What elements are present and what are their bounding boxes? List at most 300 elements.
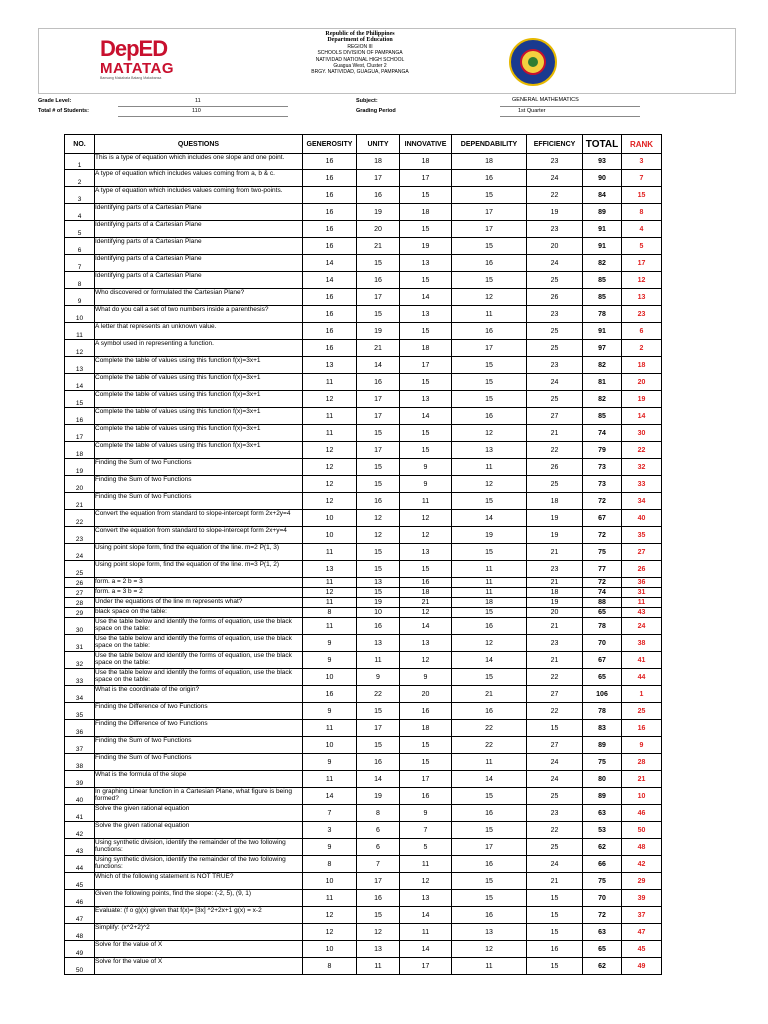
cell-innovative: 7 xyxy=(400,822,452,839)
cell-unity: 14 xyxy=(357,771,400,788)
cell-generosity: 10 xyxy=(303,873,357,890)
cell-rank: 39 xyxy=(622,890,662,907)
cell-unity: 16 xyxy=(357,272,400,289)
cell-no: 8 xyxy=(65,272,95,289)
cell-dependability: 11 xyxy=(452,306,527,323)
cell-efficiency: 23 xyxy=(527,805,583,822)
cell-innovative: 15 xyxy=(400,221,452,238)
cell-dependability: 16 xyxy=(452,170,527,187)
cell-efficiency: 25 xyxy=(527,272,583,289)
table-header-row xyxy=(65,135,662,154)
cell-unity: 15 xyxy=(357,459,400,476)
cell-no: 9 xyxy=(65,289,95,306)
cell-rank: 9 xyxy=(622,737,662,754)
cell-efficiency: 23 xyxy=(527,154,583,170)
table-row xyxy=(65,170,662,187)
cell-efficiency: 25 xyxy=(527,323,583,340)
cell-dependability: 12 xyxy=(452,941,527,958)
cell-rank: 23 xyxy=(622,306,662,323)
cell-total: 62 xyxy=(583,958,622,975)
cell-unity: 17 xyxy=(357,442,400,459)
cell-rank: 24 xyxy=(622,618,662,635)
school-line: Guagua West, Cluster 2 xyxy=(333,63,387,70)
cell-generosity: 10 xyxy=(303,941,357,958)
cell-question: What is the coordinate of the origin? xyxy=(95,686,303,703)
cell-dependability: 15 xyxy=(452,669,527,686)
cell-unity: 19 xyxy=(357,204,400,221)
cell-unity: 15 xyxy=(357,737,400,754)
table-row xyxy=(65,588,662,598)
cell-unity: 19 xyxy=(357,788,400,805)
cell-efficiency: 21 xyxy=(527,425,583,442)
cell-unity: 13 xyxy=(357,578,400,588)
cell-total: 72 xyxy=(583,493,622,510)
cell-rank: 2 xyxy=(622,340,662,357)
cell-dependability: 22 xyxy=(452,720,527,737)
cell-unity: 12 xyxy=(357,924,400,941)
cell-no: 45 xyxy=(65,873,95,890)
logo-matatag-text: MATATAG xyxy=(100,60,175,77)
cell-generosity: 9 xyxy=(303,703,357,720)
cell-no: 21 xyxy=(65,493,95,510)
cell-no: 32 xyxy=(65,652,95,669)
cell-total: 75 xyxy=(583,544,622,561)
cell-total: 63 xyxy=(583,924,622,941)
cell-question: Complete the table of values using this function f(x)=3x+1 xyxy=(95,408,303,425)
cell-no: 23 xyxy=(65,527,95,544)
cell-dependability: 14 xyxy=(452,510,527,527)
cell-innovative: 17 xyxy=(400,170,452,187)
cell-unity: 15 xyxy=(357,306,400,323)
cell-total: 93 xyxy=(583,154,622,170)
cell-no: 6 xyxy=(65,238,95,255)
cell-efficiency: 24 xyxy=(527,170,583,187)
cell-unity: 17 xyxy=(357,170,400,187)
cell-generosity: 10 xyxy=(303,669,357,686)
cell-total: 67 xyxy=(583,510,622,527)
cell-total: 89 xyxy=(583,788,622,805)
cell-rank: 4 xyxy=(622,221,662,238)
cell-dependability: 15 xyxy=(452,357,527,374)
deped-matatag-logo xyxy=(100,38,190,94)
cell-total: 89 xyxy=(583,204,622,221)
table-row xyxy=(65,459,662,476)
cell-generosity: 13 xyxy=(303,561,357,578)
cell-innovative: 18 xyxy=(400,154,452,170)
cell-efficiency: 21 xyxy=(527,618,583,635)
cell-generosity: 11 xyxy=(303,578,357,588)
cell-innovative: 11 xyxy=(400,493,452,510)
cell-no: 15 xyxy=(65,391,95,408)
cell-unity: 14 xyxy=(357,357,400,374)
cell-unity: 16 xyxy=(357,890,400,907)
cell-generosity: 9 xyxy=(303,635,357,652)
cell-total: 70 xyxy=(583,890,622,907)
cell-dependability: 22 xyxy=(452,737,527,754)
cell-total: 72 xyxy=(583,578,622,588)
cell-rank: 32 xyxy=(622,459,662,476)
cell-total: 74 xyxy=(583,425,622,442)
cell-innovative: 5 xyxy=(400,839,452,856)
cell-efficiency: 24 xyxy=(527,856,583,873)
cell-total: 84 xyxy=(583,187,622,204)
cell-no: 47 xyxy=(65,907,95,924)
cell-no: 19 xyxy=(65,459,95,476)
table-row xyxy=(65,941,662,958)
cell-dependability: 15 xyxy=(452,822,527,839)
cell-no: 28 xyxy=(65,598,95,608)
cell-rank: 18 xyxy=(622,357,662,374)
cell-innovative: 11 xyxy=(400,924,452,941)
cell-innovative: 12 xyxy=(400,608,452,618)
cell-question: Finding the Difference of two Functions xyxy=(95,720,303,737)
cell-innovative: 13 xyxy=(400,306,452,323)
cell-rank: 30 xyxy=(622,425,662,442)
cell-generosity: 10 xyxy=(303,737,357,754)
table-row xyxy=(65,839,662,856)
col-header-questions: QUESTIONS xyxy=(95,135,303,154)
cell-efficiency: 19 xyxy=(527,204,583,221)
table-row xyxy=(65,510,662,527)
table-row xyxy=(65,856,662,873)
cell-innovative: 17 xyxy=(400,958,452,975)
cell-question: form. a = 2 b = 3 xyxy=(95,578,303,588)
table-row xyxy=(65,238,662,255)
cell-generosity: 12 xyxy=(303,588,357,598)
cell-innovative: 12 xyxy=(400,510,452,527)
cell-dependability: 11 xyxy=(452,958,527,975)
cell-rank: 45 xyxy=(622,941,662,958)
cell-innovative: 12 xyxy=(400,527,452,544)
cell-no: 46 xyxy=(65,890,95,907)
cell-question: A letter that represents an unknown value. xyxy=(95,323,303,340)
cell-generosity: 11 xyxy=(303,408,357,425)
cell-question: Using point slope form, find the equation of the line. m=2 P(1, 3) xyxy=(95,544,303,561)
cell-dependability: 16 xyxy=(452,805,527,822)
cell-innovative: 16 xyxy=(400,788,452,805)
cell-innovative: 13 xyxy=(400,391,452,408)
table-row xyxy=(65,255,662,272)
cell-generosity: 16 xyxy=(303,289,357,306)
table-row xyxy=(65,924,662,941)
cell-question: In graphing Linear function in a Cartesian Plane, what figure is being formed? xyxy=(95,788,303,805)
cell-efficiency: 26 xyxy=(527,289,583,306)
cell-total: 88 xyxy=(583,598,622,608)
cell-efficiency: 15 xyxy=(527,890,583,907)
cell-dependability: 15 xyxy=(452,608,527,618)
cell-no: 13 xyxy=(65,357,95,374)
cell-efficiency: 19 xyxy=(527,510,583,527)
cell-total: 74 xyxy=(583,588,622,598)
cell-question: Solve the given rational equation xyxy=(95,822,303,839)
cell-generosity: 9 xyxy=(303,652,357,669)
cell-question: Identifying parts of a Cartesian Plane xyxy=(95,255,303,272)
cell-efficiency: 23 xyxy=(527,635,583,652)
cell-rank: 17 xyxy=(622,255,662,272)
cell-generosity: 12 xyxy=(303,442,357,459)
cell-unity: 6 xyxy=(357,822,400,839)
cell-innovative: 18 xyxy=(400,588,452,598)
cell-efficiency: 22 xyxy=(527,187,583,204)
cell-rank: 7 xyxy=(622,170,662,187)
cell-unity: 16 xyxy=(357,374,400,391)
cell-efficiency: 27 xyxy=(527,737,583,754)
cell-no: 44 xyxy=(65,856,95,873)
table-row xyxy=(65,493,662,510)
cell-dependability: 15 xyxy=(452,391,527,408)
cell-generosity: 12 xyxy=(303,493,357,510)
grade-level-label: Grade Level: xyxy=(38,98,72,104)
school-line: Republic of the Philippines xyxy=(325,31,395,37)
cell-generosity: 12 xyxy=(303,476,357,493)
cell-rank: 1 xyxy=(622,686,662,703)
cell-total: 82 xyxy=(583,357,622,374)
table-row xyxy=(65,608,662,618)
cell-unity: 21 xyxy=(357,340,400,357)
cell-total: 90 xyxy=(583,170,622,187)
cell-innovative: 16 xyxy=(400,703,452,720)
cell-total: 77 xyxy=(583,561,622,578)
cell-rank: 33 xyxy=(622,476,662,493)
cell-no: 5 xyxy=(65,221,95,238)
table-row xyxy=(65,408,662,425)
logo-tagline: Bansang Makabata Batang Makabansa xyxy=(100,76,162,80)
cell-question: Using synthetic division, identify the remainder of the two following functions: xyxy=(95,856,303,873)
school-line: Department of Education xyxy=(327,37,393,44)
cell-innovative: 9 xyxy=(400,459,452,476)
cell-no: 50 xyxy=(65,958,95,975)
cell-efficiency: 25 xyxy=(527,839,583,856)
divider xyxy=(500,116,640,117)
cell-total: 72 xyxy=(583,907,622,924)
school-line: REGION III xyxy=(347,43,373,50)
table-row xyxy=(65,578,662,588)
cell-total: 73 xyxy=(583,476,622,493)
cell-no: 42 xyxy=(65,822,95,839)
cell-efficiency: 18 xyxy=(527,493,583,510)
cell-dependability: 11 xyxy=(452,588,527,598)
cell-efficiency: 19 xyxy=(527,598,583,608)
cell-question: Complete the table of values using this function f(x)=3x+1 xyxy=(95,357,303,374)
table-row xyxy=(65,788,662,805)
cell-generosity: 9 xyxy=(303,839,357,856)
cell-no: 22 xyxy=(65,510,95,527)
cell-rank: 41 xyxy=(622,652,662,669)
cell-unity: 11 xyxy=(357,958,400,975)
school-line: NATIVIDAD NATIONAL HIGH SCHOOL xyxy=(315,56,405,63)
cell-generosity: 10 xyxy=(303,510,357,527)
cell-unity: 15 xyxy=(357,255,400,272)
table-row xyxy=(65,187,662,204)
cell-question: Use the table below and identify the forms of equation, use the black space on the table: xyxy=(95,635,303,652)
cell-unity: 10 xyxy=(357,608,400,618)
cell-innovative: 14 xyxy=(400,941,452,958)
table-body xyxy=(65,154,662,975)
cell-generosity: 16 xyxy=(303,340,357,357)
cell-total: 91 xyxy=(583,221,622,238)
cell-efficiency: 15 xyxy=(527,907,583,924)
cell-dependability: 17 xyxy=(452,221,527,238)
cell-total: 70 xyxy=(583,635,622,652)
cell-question: Which of the following statement is NOT TRUE? xyxy=(95,873,303,890)
cell-generosity: 12 xyxy=(303,459,357,476)
cell-rank: 49 xyxy=(622,958,662,975)
cell-rank: 6 xyxy=(622,323,662,340)
cell-generosity: 11 xyxy=(303,771,357,788)
cell-innovative: 14 xyxy=(400,907,452,924)
cell-no: 17 xyxy=(65,425,95,442)
cell-efficiency: 19 xyxy=(527,527,583,544)
table-row xyxy=(65,561,662,578)
cell-rank: 10 xyxy=(622,788,662,805)
cell-unity: 15 xyxy=(357,561,400,578)
cell-no: 14 xyxy=(65,374,95,391)
cell-dependability: 16 xyxy=(452,255,527,272)
cell-rank: 44 xyxy=(622,669,662,686)
cell-generosity: 16 xyxy=(303,306,357,323)
cell-dependability: 12 xyxy=(452,289,527,306)
cell-question: Finding the Sum of two Functions xyxy=(95,754,303,771)
cell-total: 66 xyxy=(583,856,622,873)
cell-no: 4 xyxy=(65,204,95,221)
cell-no: 41 xyxy=(65,805,95,822)
cell-efficiency: 25 xyxy=(527,788,583,805)
cell-efficiency: 22 xyxy=(527,669,583,686)
cell-innovative: 14 xyxy=(400,408,452,425)
cell-total: 81 xyxy=(583,374,622,391)
cell-question: Under the equations of the line m represents what? xyxy=(95,598,303,608)
table-row xyxy=(65,907,662,924)
cell-generosity: 11 xyxy=(303,374,357,391)
cell-innovative: 12 xyxy=(400,652,452,669)
cell-question: Finding the Sum of two Functions xyxy=(95,459,303,476)
cell-question: Complete the table of values using this function f(x)=3x+1 xyxy=(95,442,303,459)
cell-innovative: 13 xyxy=(400,544,452,561)
cell-dependability: 11 xyxy=(452,578,527,588)
cell-efficiency: 23 xyxy=(527,306,583,323)
cell-no: 26 xyxy=(65,578,95,588)
cell-unity: 20 xyxy=(357,221,400,238)
divider xyxy=(118,106,288,107)
cell-total: 75 xyxy=(583,873,622,890)
cell-question: A symbol used in representing a function. xyxy=(95,340,303,357)
cell-dependability: 17 xyxy=(452,340,527,357)
cell-total: 97 xyxy=(583,340,622,357)
cell-unity: 15 xyxy=(357,907,400,924)
cell-no: 20 xyxy=(65,476,95,493)
table-row xyxy=(65,306,662,323)
cell-no: 38 xyxy=(65,754,95,771)
cell-total: 62 xyxy=(583,839,622,856)
cell-generosity: 10 xyxy=(303,527,357,544)
cell-unity: 17 xyxy=(357,873,400,890)
cell-rank: 34 xyxy=(622,493,662,510)
cell-dependability: 17 xyxy=(452,839,527,856)
cell-total: 78 xyxy=(583,703,622,720)
cell-total: 82 xyxy=(583,255,622,272)
table-row xyxy=(65,873,662,890)
cell-generosity: 11 xyxy=(303,618,357,635)
cell-rank: 37 xyxy=(622,907,662,924)
cell-total: 80 xyxy=(583,771,622,788)
col-header-unity: UNITY xyxy=(357,135,400,154)
cell-efficiency: 25 xyxy=(527,340,583,357)
cell-unity: 15 xyxy=(357,588,400,598)
cell-dependability: 12 xyxy=(452,476,527,493)
col-header-rank: RANK xyxy=(622,135,662,154)
cell-dependability: 13 xyxy=(452,924,527,941)
cell-innovative: 15 xyxy=(400,187,452,204)
cell-question: Use the table below and identify the forms of equation, use the black space on the table: xyxy=(95,618,303,635)
cell-dependability: 11 xyxy=(452,561,527,578)
cell-rank: 50 xyxy=(622,822,662,839)
cell-total: 63 xyxy=(583,805,622,822)
cell-question: Solve the given rational equation xyxy=(95,805,303,822)
table-row xyxy=(65,323,662,340)
cell-no: 1 xyxy=(65,154,95,170)
cell-unity: 16 xyxy=(357,493,400,510)
school-line: SCHOOLS DIVISION OF PAMPANGA xyxy=(317,50,403,57)
cell-unity: 22 xyxy=(357,686,400,703)
cell-total: 78 xyxy=(583,306,622,323)
cell-rank: 12 xyxy=(622,272,662,289)
cell-innovative: 16 xyxy=(400,578,452,588)
cell-efficiency: 15 xyxy=(527,958,583,975)
cell-total: 67 xyxy=(583,652,622,669)
cell-innovative: 13 xyxy=(400,890,452,907)
cell-generosity: 8 xyxy=(303,608,357,618)
cell-unity: 9 xyxy=(357,669,400,686)
cell-total: 82 xyxy=(583,391,622,408)
cell-no: 24 xyxy=(65,544,95,561)
cell-innovative: 21 xyxy=(400,598,452,608)
cell-question: Solve for the value of X xyxy=(95,941,303,958)
cell-rank: 3 xyxy=(622,154,662,170)
cell-total: 85 xyxy=(583,272,622,289)
cell-innovative: 15 xyxy=(400,272,452,289)
cell-innovative: 20 xyxy=(400,686,452,703)
cell-total: 106 xyxy=(583,686,622,703)
cell-efficiency: 25 xyxy=(527,391,583,408)
cell-question: form. a = 3 b = 2 xyxy=(95,588,303,598)
cell-dependability: 16 xyxy=(452,703,527,720)
cell-generosity: 16 xyxy=(303,323,357,340)
cell-no: 40 xyxy=(65,788,95,805)
table-row xyxy=(65,289,662,306)
cell-dependability: 19 xyxy=(452,527,527,544)
cell-efficiency: 24 xyxy=(527,754,583,771)
cell-innovative: 9 xyxy=(400,669,452,686)
cell-question: Convert the equation from standard to slope-intercept form 2x+2y=4 xyxy=(95,510,303,527)
cell-innovative: 17 xyxy=(400,357,452,374)
cell-dependability: 16 xyxy=(452,618,527,635)
cell-rank: 28 xyxy=(622,754,662,771)
cell-rank: 22 xyxy=(622,442,662,459)
cell-total: 72 xyxy=(583,527,622,544)
cell-efficiency: 27 xyxy=(527,408,583,425)
cell-efficiency: 22 xyxy=(527,442,583,459)
cell-dependability: 13 xyxy=(452,442,527,459)
cell-total: 73 xyxy=(583,459,622,476)
cell-unity: 19 xyxy=(357,598,400,608)
cell-question: Convert the equation from standard to slope-intercept form 2x+y=4 xyxy=(95,527,303,544)
table-row xyxy=(65,890,662,907)
col-header-efficiency: EFFICIENCY xyxy=(527,135,583,154)
cell-question: Evaluate: (f o g)(x) given that f(x)= [3x] ^2+2x+1 g(x) = x-2 xyxy=(95,907,303,924)
cell-generosity: 16 xyxy=(303,187,357,204)
cell-unity: 15 xyxy=(357,703,400,720)
cell-dependability: 16 xyxy=(452,408,527,425)
